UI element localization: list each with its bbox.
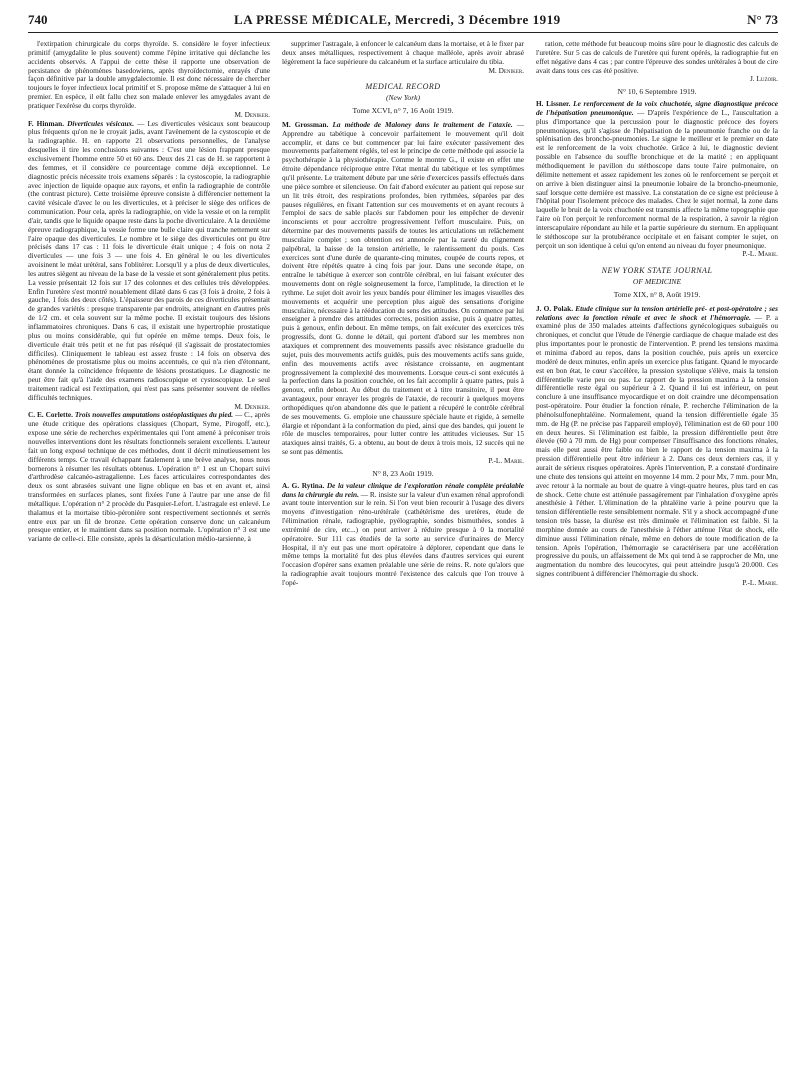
author: H. Lissner. <box>536 99 574 109</box>
signature: M. Deniker. <box>234 401 270 411</box>
signature: P.-L. Marie. <box>742 249 778 259</box>
journal-name-line2: OF MEDICINE <box>632 277 682 287</box>
article-rytina <box>282 482 524 588</box>
volume-info: Tome XIX, n° 8, Août 1919. <box>613 289 701 299</box>
article-text: — P. a examiné plus de 350 malades atteints d'affections gynécologiques subaiguës ou chroniques, et conclut que l'étude de l'énergie cardiaque de chaque malade est des plus importantes pour le pronostic de l'intervention. P. prend les tensions maxima et minima d'abord au repos, dans la position couchée, puis après un exercice modéré de deux minutes, enfin après un exercice plus fatigant. Quand le myocarde est en bon état, le cœur s'accélère, la pression systolique s'élève, mais la tension différentielle varie peu ou pas. Le rapport de la pression maxima à la tension différentielle reste égal ou supérieur à 2. Quand il lui est inférieur, on peut conclure à une insuffisance myocardique et on doit craindre une décompensation post-opératoire. Pour étudier la fonction rénale, P. recherche l'élimination de la phénolsulfonephtaléine. Normalement, quand la tension différentielle égale 35 mm. de Hg (P. ne précise pas l'appareil employé), l'élimination est de 60 pour 100 en deux heures. Si l'élimination est faible, la pression différentielle peut être élevée (60 à 70 mm. de Hg) pour compenser l'insuffisance des fonctions rénales, mais elle peut aussi être faible ou bien le rapport de la tension maxima à la pression différentielle peut être inférieur à 2. Dans ces deux derniers cas, il y aurait de sérieux risques opératoires. Après l'intervention, P. a constaté d'ordinaire une chute des tensions qui atteint en moyenne 14 mm. 2 pour Mx, 7 mm. pour Mn, avec retour à la normale au bout de quatre à vingt-quatre heures, plus tard en cas de shock. Cette chute est atténuée passagèrement par l'inhalation d'oxygène après anesthésie à l'éther. L'élimination de la phtaléine varie à peine pourvu que la tension différentielle reste sensiblement normale. S'il y a shock accompagné d'une tension très basse, la diurèse est très diminuée et l'élimination est faible. Si la morphine donnée au cours de l'anesthésie à l'éther atténue l'état de shock, elle diminue aussi l'élimination rénale, même en dehors de toute modification de la tension. Après l'opération, l'hémorragie se caractérisera par une accélération progressive du pouls, un affaissement de Mx qui tend à se rapprocher de Mn, une augmentation du nombre des leucocytes, qui peut atteindre jusqu'à 20.000. Ces signes contribuent à différencier l'hémorragie du shock. <box>536 312 778 579</box>
author: C. E. Corlette. <box>28 410 75 420</box>
article-text: — R. insiste sur la valeur d'un examen rénal approfondi avant toute intervention sur le rein. Si l'on veut bien recourir à l'usage des divers moyens d'investigation réno-urétérale (cathétérisme des uretères, étude de l'élimination rénale, radiographie, pyélographie, sondes bismuthées, sondes à extrémité de cire, etc...) on peut arriver à réduire presque à 0 la mortalité opératoire. Sur 111 cas étudiés de la sorte au service d'urinaires de Mercy Hospital, il n'y eut pas une mort opératoire à déplorer, cependant que dans le même temps la mortalité fut des plus élevées dans d'autres services qui eurent l'occasion d'opérer sans examen préalable une série de reins. R. note qu'alors que la radiographie avait toujours montré l'existence des calculs que l'on trouve à l'opé- <box>282 489 524 587</box>
column-3 <box>536 40 778 588</box>
column-1 <box>28 40 270 588</box>
signature: P.-L. Marie. <box>488 455 524 465</box>
journal-name: NEW YORK STATE JOURNAL <box>601 266 713 276</box>
author: F. Hinman. <box>28 118 68 128</box>
article-title: Diverticules vésicaux. <box>67 118 138 128</box>
columns <box>28 40 780 588</box>
article-title: La méthode de Maloney dans le traitement de l'ataxie. <box>332 119 517 129</box>
signature: M. Deniker. <box>234 109 270 119</box>
article-corlette <box>28 411 270 544</box>
article-text: — Les diverticules vésicaux sont beaucoup plus fréquents qu'on ne le croyait jadis, avant l'avènement de la cystoscopie et de la radiographie. H. en rapporte 21 observations personnelles, de l'analyse desquelles il tire les conclusions suivantes : C'est une lésion frappant presque exclusivement l'homme entre 50 et 60 ans. Deux des 21 cas de H. se rapportent à des femmes, et il considère ce pourcentage comme déjà exceptionnel. Le diagnostic précis nécessite trois examens séparés : la cystoscopie, la radiographie avec injection de liquide opaque aux rayons, et enfin la radiographie de contrôle (the contrast picture). Cette troisième épreuve consiste à différencier nettement la cavité vésicale d'avec le ou les diverticules, et à préciser le siège des orifices de communication. Pour cela, après la radiographie, on vide la vessie et on la remplit d'air, tandis que le liquide opaque reste dans la poche diverticulaire. A la deuxième épreuve radiographique, la vessie forme une bulle claire qui tranche nettement sur l'aire opaque des diverticules. Le nombre et le siège des diverticules ont pu être précisés dans 17 cas : 11 fois le diverticule était unique ; 4 fois on nota 2 diverticules — une fois 3 — une fois 4. En général le ou les diverticules avoisinent le méat urétéral, sans l'oblitérer. Lorsqu'il y a plus de deux diverticules, les autres siègent au niveau de la base de la vessie et sont généralement plus petits. La vessie présentait 12 fois sur 17 des colonnes et des cellules très développées. Enfin l'uretère s'est montré nouablement dilaté dans 6 cas (3 fois à droite, 2 fois à gauche, 1 fois des deux côtés). L'épaisseur des parois de ces diverticules présentait de grandes variétés : presque transparente par endroits, atteignant en d'autres près de 1/2 cm. et cela souvent sur la même poche. Il existait toujours des lésions inflammatoires chroniques. Dans 6 cas, il existait une hypertrophie prostatique plus ou moins considérable, qui fut opérée en même temps. Deux fois, le diverticule était très petit et ne fut pas réséqué (il s'agissait de prostatectomies difficiles). Cliniquement le tableau est assez fruste : 14 fois on observa des phénomènes de prostatisme plus ou moins accentués, ce qui n'a rien d'étonnant, étant donnée la coïncidence fréquente de lésions prostatiques. Le diagnostic ne peut être fait qu'à l'aide des examens radioscopique et cystoscopique. Le seul traitement radical est l'extirpation, qui n'est pas sans présenter souvent de réelles difficultés techniques. <box>28 118 270 402</box>
article-text: — D'après l'expérience de L., l'auscultation a plus d'importance que la percussion pour le diagnostic précoce des foyers pneumoniques, qu'il s'agisse de l'hépatisation de la pneumonie franche ou de la splénisation des broncho-pneumonies. Le signe le meilleur et le premier en date est le renforcement de la voix chuchotée. Grâce à lui, le diagnostic devient possible en l'absence du souffle bronchique et de la matité ; en appliquant méthodiquement le pavillon du stéthoscope dans toute l'aire pulmonaire, on délimite nettement et assez rapidement les zones où le renforcement se perçoit et on arrive à bien distinguer ainsi la pneumonie lobaire de la broncho-pneumonie, sauf lorsque cette dernière est massive. La constatation de ce signe est précieuse à l'hôpital pour l'isolement précoce des malades. Chez le sujet normal, la zone dans laquelle le bruit de la voix chuchotée est transmis affecte la même topographie que l'aire où l'on perçoit le renforcement normal de la respiration, à savoir la région interscapulaire répondant au hile et la partie supérieure du sternum. En appliquant le stéthoscope sur la protubérance occipitale et en faisant compter le sujet, on perçoit un son identique à celui qu'on entend au niveau du foyer pneumonique. <box>536 107 778 250</box>
signature: J. Luzoir. <box>749 74 778 84</box>
article-title: Trois nouvelles amputations ostéoplastiques du pied. <box>74 410 235 420</box>
article-hinman <box>28 120 270 403</box>
article-grossman <box>282 121 524 457</box>
signature: M. Deniker. <box>488 65 524 75</box>
issue-info: N° 10, 6 Septembre 1919. <box>617 87 697 97</box>
journal-name: MEDICAL RECORD <box>365 82 441 92</box>
column-2 <box>282 40 524 588</box>
page-number: 740 <box>28 12 48 27</box>
article-title: De la valeur clinique de l'exploration rénale complète préalable dans la chirurgie du rein. <box>282 480 524 499</box>
article-title: Etude clinique sur la tension artérielle pré- et post-opératoire ; ses relations avec la fonction rénale et avec le shock et l'hémorragie. <box>536 303 779 322</box>
issue-info: N° 8, 23 Août 1919. <box>372 468 434 478</box>
article-lissner <box>536 100 778 250</box>
article-polak <box>536 305 778 579</box>
author: M. Grossman. <box>282 119 333 129</box>
author: A. G. Rytina. <box>282 480 327 490</box>
issue-number: N° 73 <box>747 12 778 27</box>
page-header <box>28 12 778 33</box>
paragraph: ration, cette méthode fut beaucoup moins sûre pour le diagnostic des calculs de l'uretère. Sur 5 cas de calculs de l'uretère qui furent opérés, la radiographie fut en effet négative dans 4 cas ; par contre l'épreuve des sondes urétérales à bout de cire avait dans tous ces cas été positive. <box>536 39 778 75</box>
article-text: — Apprendre au tabétique à concevoir parfaitement le mouvement qu'il doit accomplir, et dans ce but commencer par lui faire exécuter passivement des mouvements parfaitement réglés, tel est le principe de cette méthode qui associe la psychothérapie à la physiothérapie. Comme le montre G., il existe en effet une étroite dépendance réciproque entre l'état mental du tabétique et les symptômes qu'il présente. Le traitement débute par une série d'exercices passifs effectués dans une pièce sombre et silencieuse. On fait d'abord exécuter au patient qui repose sur un lit très étroit, des respirations profondes, bien rythmées, séparées par des pauses régulières, en fixant l'attention sur ces mouvements et en ayant recours à l'emploi de sacs de sable placés sur l'abdomen pour les empêcher de devenir inconscients et pour accroître progressivement l'effort musculaire. Puis, on détermine par des mouvements passifs de toutes les articulations un relâchement musculaire complet ; son obtention est annoncée par la rareté du clignement palpébral, la baisse de la tension artérielle, le ralentissement du pouls. Ces exercices sont d'une durée de quarante-cinq minutes, coupée de courts repos, et doivent être répétés quatre à cinq fois par jour. Dans une seconde étape, on entraîne le tabétique à exercer son contrôle cérébral, en lui faisant exécuter des mouvements dont on règle soigneusement la force, l'amplitude, la direction et le rythme. Le sujet doit avoir les yeux bandés pour éliminer les images visuelles des mouvements et acquérir une perception plus aiguë des sensations d'origine musculaire, nécessaire à la rééducation du sens des attitudes. On commence par lui enseigner à prendre des attitudes correctes, position assise, puis à quatre pattes, puis à genoux, enfin debout. En même temps, on fait exécuter des exercices très progressifs, dont G. donne le détail, qui portent d'abord sur les membres non ataxiques et comprennent des mouvements passifs avec résistance graduelle du sujet, puis des mouvements actifs guidés, puis des mouvements actifs sans guide, enfin des mouvements actifs avec résistance croissante, en augmentant progressivement la complexité des mouvements. Lorsque ceux-ci sont exécutés à la perfection dans la position couchée, on les fait accomplir à quatre pattes, puis à genoux, enfin debout. Au début du traitement et à titre transitoire, il peut être avantageux, pour enrayer les progrès de l'ataxie, de recourir à quelques moyens orthopédiques qu'on abandonne dès que le patient a récupéré le contrôle cérébral de ses mouvements. G. emploie une chaussure spéciale haute et rigide, à semelle élargie et répondant à la conformation du pied, ainsi que des bandes, qui jouent le rôle de muscles temporaires, pour lutter contre les attitudes vicieuses. Sur 15 ataxiques ainsi traités, G. a obtenu, au bout de deux à trois mois, 12 succès qui ne se sont pas démentis. <box>282 119 524 457</box>
paragraph: l'extirpation chirurgicale du corps thyroïde. S. considère le foyer infectieux primitif (amygdalite le plus souvent) comme l'épine irritative qui déclanche les accidents observés. A l'appui de cette thèse il rapporte une observation de persistance de phénomènes basedowiens, après thyroïdectomie, enrayés d'une façon définitive par la double amygdalectomie. Il est donc nécessaire de chercher toujours le foyer infectieux local primitif et S. propose même de s'attaquer à lui en premier. En espèce, il eût fallu chez son malade enlever les amygdales avant de pratiquer l'exérèse du corps thyroïde. <box>28 39 270 110</box>
article-title: Le renforcement de la voix chuchotée, signe diagnostique précoce de l'hépatisation pneumonique. <box>536 99 779 117</box>
paragraph: supprimer l'astragale, à enfoncer le calcanéum dans la mortaise, et à le fixer par deux anses métalliques, respectivement à chaque malléole, après avoir abrasé légèrement la face supérieure du calcanéum et la surface articulaire du tibia. <box>282 39 524 66</box>
article-text: — C., après une étude critique des opérations classiques (Chopart, Syme, Pirogoff, etc.), expose une série de recherches expérimentales qui l'ont amené à préconiser trois nouvelles interventions dont les résultats fonctionnels seraient excellents. L'auteur fait un long exposé technique de ces méthodes, dont il décrit minutieusement les différents temps. Ce travail échappant fatalement à une brève analyse, nous nous bornerons à résumer les résultats obtenus. L'opération n° 1 est un Chopart suivi d'arthrodèse calcanéo-astragalienne. Les faces articulaires correspondantes des deux os sont abrasées suivant une ligne oblique en bas et en avant et, ainsi transformées en surfaces planes, sont fixées l'une à l'autre par une anse de fil métallique. L'opération n° 2 procède du Pasquier-Lefort. L'astragale est enlevé. Le thalamus et la mortaise tibio-péronière sont respectivement sectionnés et serrés entre eux par un fil de bronze. Cette opération conserve donc un calcanéum presque entier, et le maintient dans sa position normale. L'opération n° 3 est une variante de celle-ci. Elle consiste, après la désarticulation médio-tarsienne, à <box>28 410 270 544</box>
journal-title: LA PRESSE MÉDICALE, Mercredi, 3 Décembre 1919 <box>234 12 561 27</box>
author: J. O. Polak. <box>536 303 576 313</box>
signature: P.-L. Marie. <box>742 577 778 587</box>
volume-info: Tome XCVI, n° 7, 16 Août 1919. <box>352 106 454 116</box>
journal-city: (New York) <box>385 93 421 103</box>
